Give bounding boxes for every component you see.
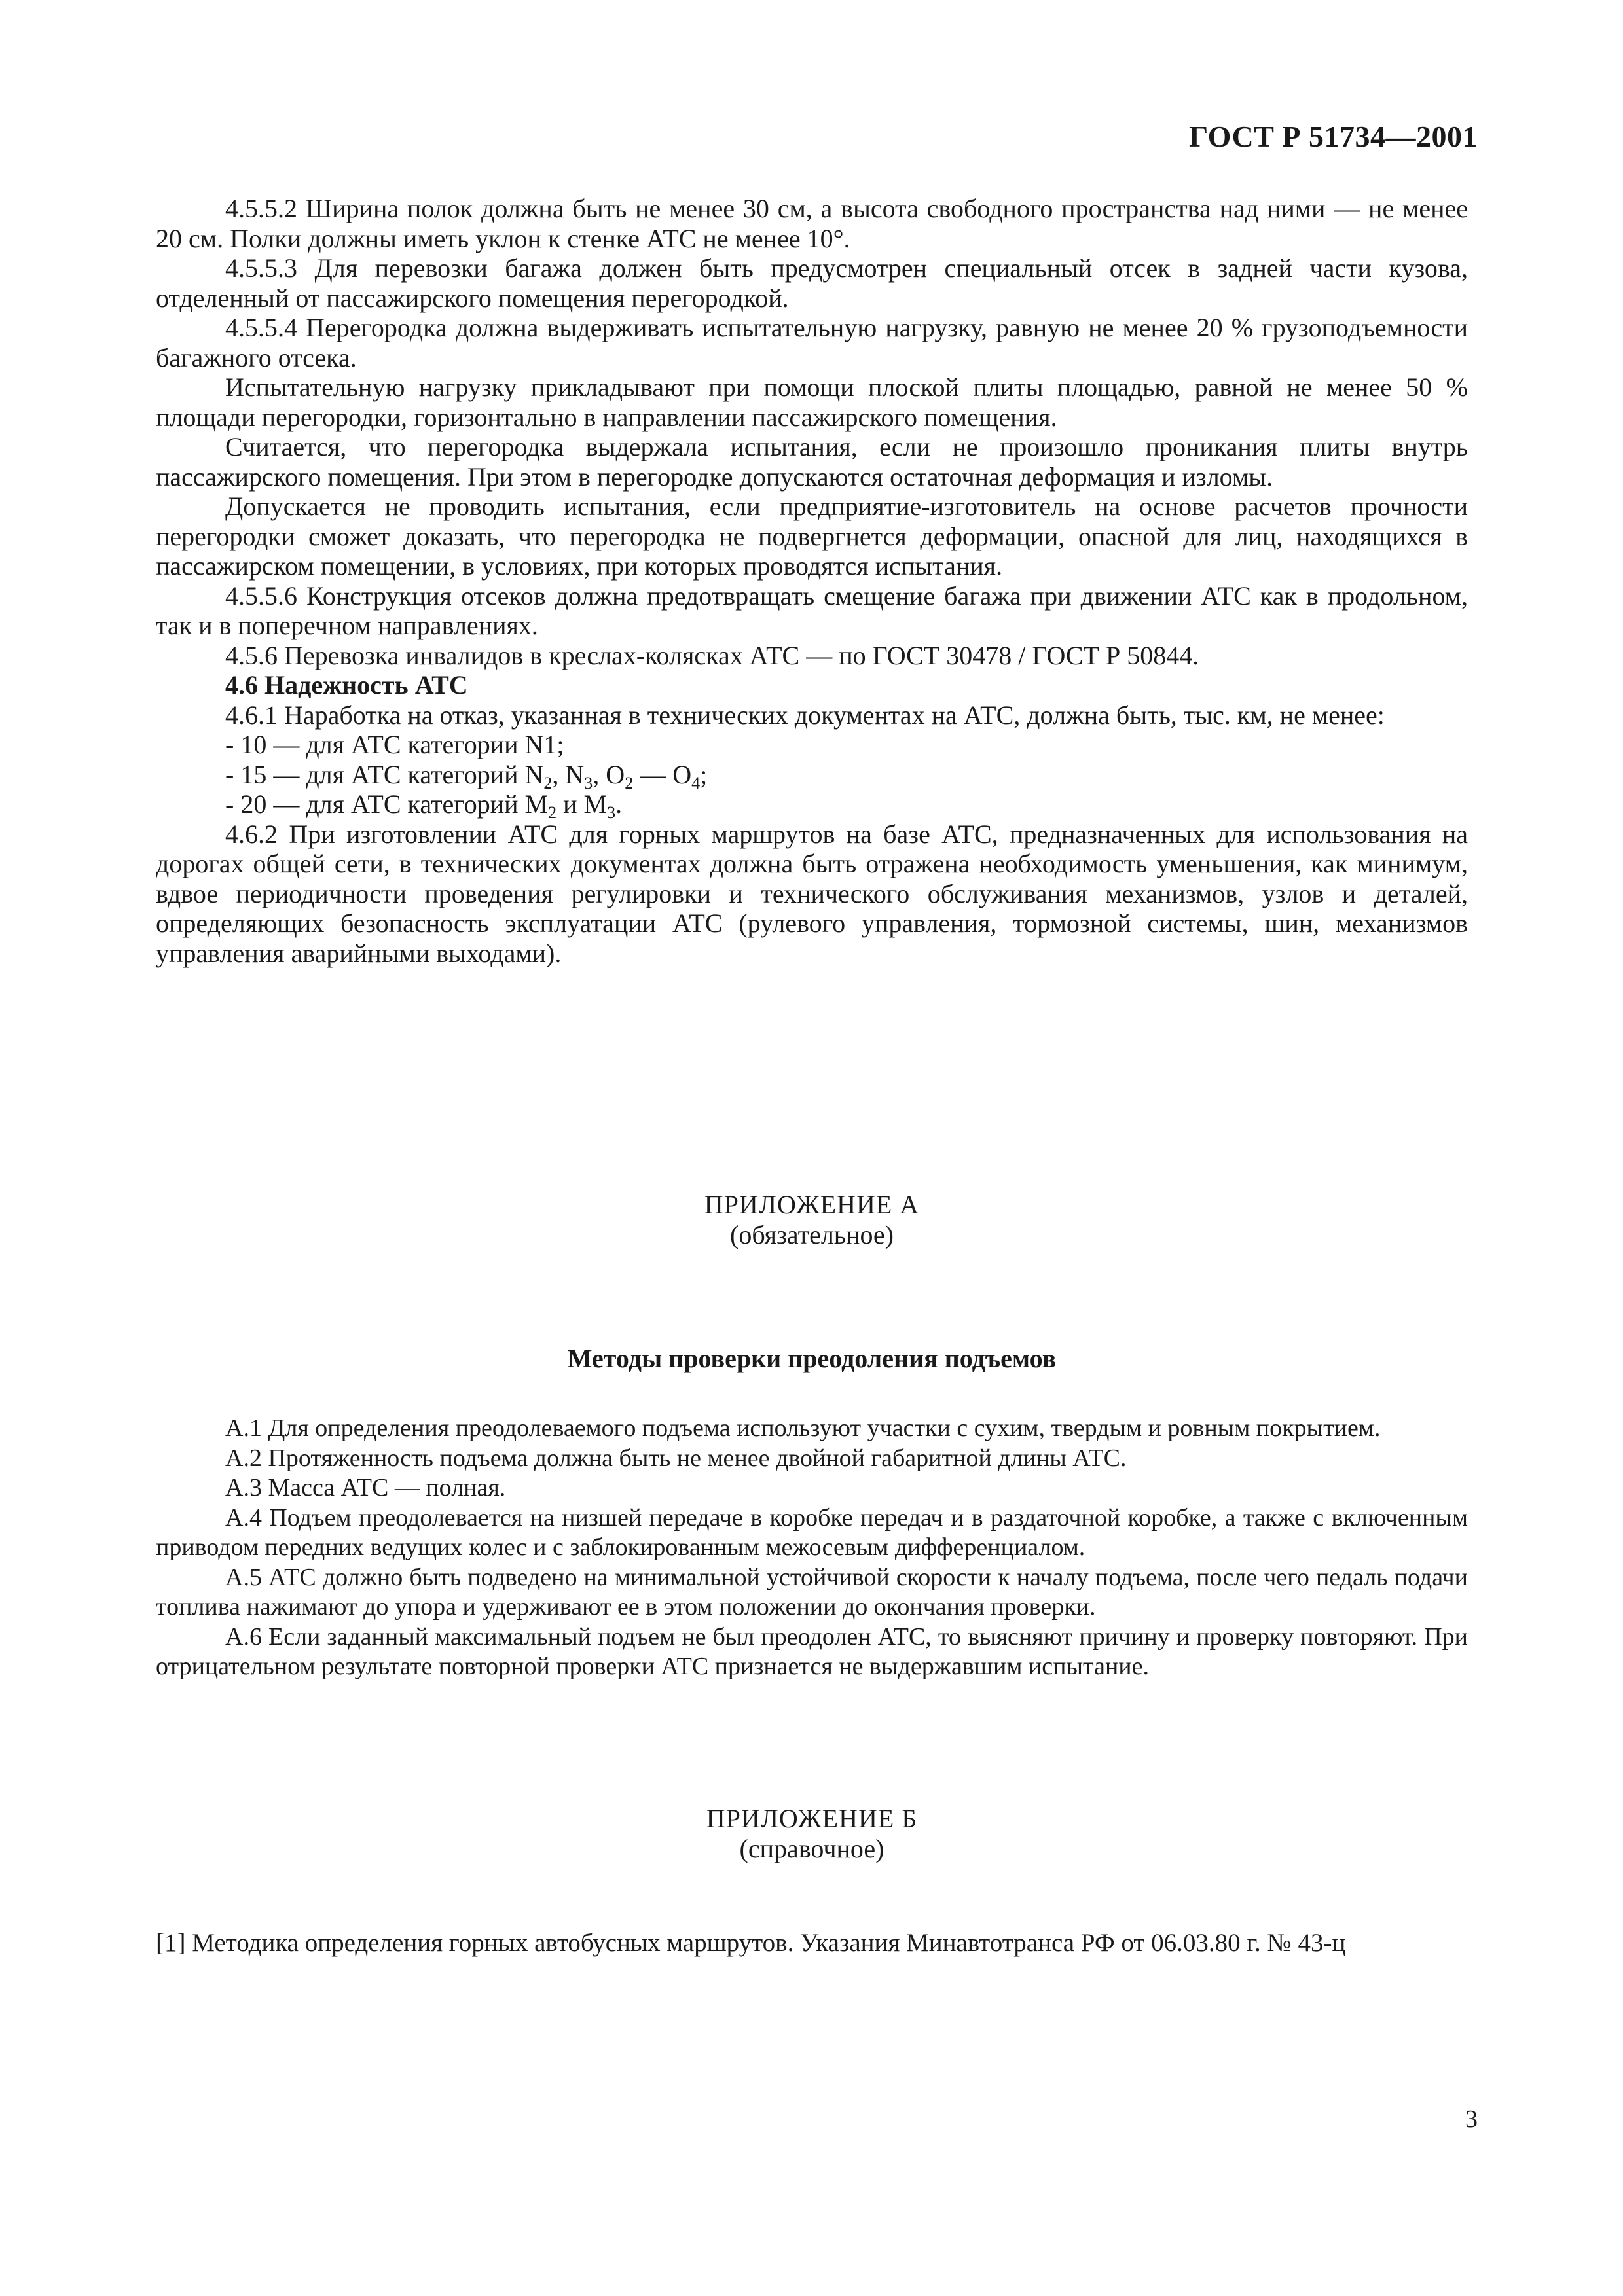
bibliography-reference-1: [1] Методика определения горных автобусных маршрутов. Указания Минавтотранса РФ от 06.03.80 г. № 43-ц xyxy=(156,1929,1346,1957)
appendix-a-status: (обязательное) xyxy=(730,1220,894,1249)
list-item-m2-m3 xyxy=(156,789,1468,822)
document-header: ГОСТ Р 51734—2001 xyxy=(1189,120,1478,153)
appendix-a-title: ПРИЛОЖЕНИЕ А xyxy=(704,1190,920,1219)
paragraph-test-load: Испытательную нагрузку прикладывают при помощи плоской плиты площадью, равной не менее 50 % площади перегородки, горизонтально в направлении пассажирского помещения. xyxy=(156,372,1468,432)
list-item-text: , O xyxy=(593,759,625,789)
list-item-text: и M xyxy=(556,789,608,819)
subscript: 2 xyxy=(548,803,557,822)
subscript: 3 xyxy=(584,773,593,793)
paragraph-a5: А.5 АТС должно быть подведено на минимальной устойчивой скорости к началу подъема, после чего педаль подачи топлива нажимают до упора и удерживают ее в этом положении до окончания проверки. xyxy=(156,1563,1468,1621)
list-item-text: ; xyxy=(700,759,708,789)
appendix-b-title: ПРИЛОЖЕНИЕ Б xyxy=(706,1804,918,1833)
appendix-a-heading: Методы проверки преодоления подъемов xyxy=(567,1344,1057,1373)
paragraph-4-5-6: 4.5.6 Перевозка инвалидов в креслах-колясках АТС — по ГОСТ 30478 / ГОСТ Р 50844. xyxy=(225,640,1199,670)
paragraph-4-6-1: 4.6.1 Наработка на отказ, указанная в технических документах на АТС, должна быть, тыс. км, не менее: xyxy=(225,700,1385,730)
paragraph-4-5-5-2: 4.5.5.2 Ширина полок должна быть не менее 30 см, а высота свободного пространства над ними — не менее 20 см. Полки должны иметь уклон к стенке АТС не менее 10°. xyxy=(156,194,1468,253)
appendix-b-status: (справочное) xyxy=(739,1834,884,1863)
paragraph-4-6-2: 4.6.2 При изготовлении АТС для горных маршрутов на базе АТС, предназначенных для использования на дорогах общей сети, в технических документах должна быть отражена необходимость уменьшения, как минимум, вдвое периодичности проведения регулировки и технического обслуживания механизмов, узлов и деталей, определяющих безопасность эксплуатации АТС (рулевого управления, тормозной системы, шин, механизмов управления аварийными выходами). xyxy=(156,819,1468,968)
subscript: 4 xyxy=(691,773,701,793)
page-number: 3 xyxy=(1465,2106,1478,2133)
list-item-n1: - 10 — для АТС категории N1; xyxy=(225,730,564,759)
paragraph-a3: А.3 Масса АТС — полная. xyxy=(225,1474,506,1501)
paragraph-test-exemption: Допускается не проводить испытания, если предприятие-изготовитель на основе расчетов прочности перегородки сможет доказать, что перегородка не подвергнется деформации, опасной для лиц, находящихся в пассажирском помещении, в условиях, при которых проводятся испытания. xyxy=(156,492,1468,581)
subscript: 2 xyxy=(625,773,634,793)
paragraph-4-5-5-4: 4.5.5.4 Перегородка должна выдерживать испытательную нагрузку, равную не менее 20 % грузоподъемности багажного отсека. xyxy=(156,313,1468,372)
list-item-text: — O xyxy=(633,759,692,789)
section-heading-4-6 xyxy=(156,670,1468,700)
list-item-n2-o4 xyxy=(156,759,1468,793)
paragraph-4-5-5-6: 4.5.5.6 Конструкция отсеков должна предотвращать смещение багажа при движении АТС как в продольном, так и в поперечном направлениях. xyxy=(156,581,1468,640)
list-item-text: . xyxy=(615,789,623,819)
list-item-text: - 20 — для АТС категорий M xyxy=(225,789,549,819)
paragraph-4-5-5-3: 4.5.5.3 Для перевозки багажа должен быть предусмотрен специальный отсек в задней части кузова, отделенный от пассажирского помещения перегородкой. xyxy=(156,253,1468,313)
list-item-text: , N xyxy=(552,759,585,789)
paragraph-a2: А.2 Протяженность подъема должна быть не менее двойной габаритной длины АТС. xyxy=(225,1444,1127,1472)
paragraph-a6: А.6 Если заданный максимальный подъем не был преодолен АТС, то выясняют причину и проверку повторяют. При отрицательном результате повторной проверки АТС признается не выдержавшим испытание. xyxy=(156,1623,1468,1680)
subscript: 2 xyxy=(543,773,553,793)
appendix-a-text-block xyxy=(156,1414,1468,1682)
list-item-text: - 15 — для АТС категорий N xyxy=(225,759,544,789)
subscript: 3 xyxy=(607,803,616,822)
paragraph-a1: А.1 Для определения преодолеваемого подъема используют участки с сухим, твердым и ровным покрытием. xyxy=(225,1414,1381,1442)
section-heading-4-6-text: 4.6 Надежность АТС xyxy=(225,670,468,700)
paragraph-test-passed: Считается, что перегородка выдержала испытания, если не произошло проникания плиты внутрь пассажирского помещения. При этом в перегородке допускаются остаточная деформация и изломы. xyxy=(156,432,1468,492)
paragraph-a4: А.4 Подъем преодолевается на низшей передаче в коробке передач и в раздаточной коробке, а также с включенным приводом передних ведущих колес и с заблокированным межосевым дифференциалом. xyxy=(156,1503,1468,1561)
main-text-block xyxy=(156,194,1468,968)
appendix-a-title-block xyxy=(156,1190,1468,1250)
appendix-b-title-block xyxy=(156,1804,1468,1864)
